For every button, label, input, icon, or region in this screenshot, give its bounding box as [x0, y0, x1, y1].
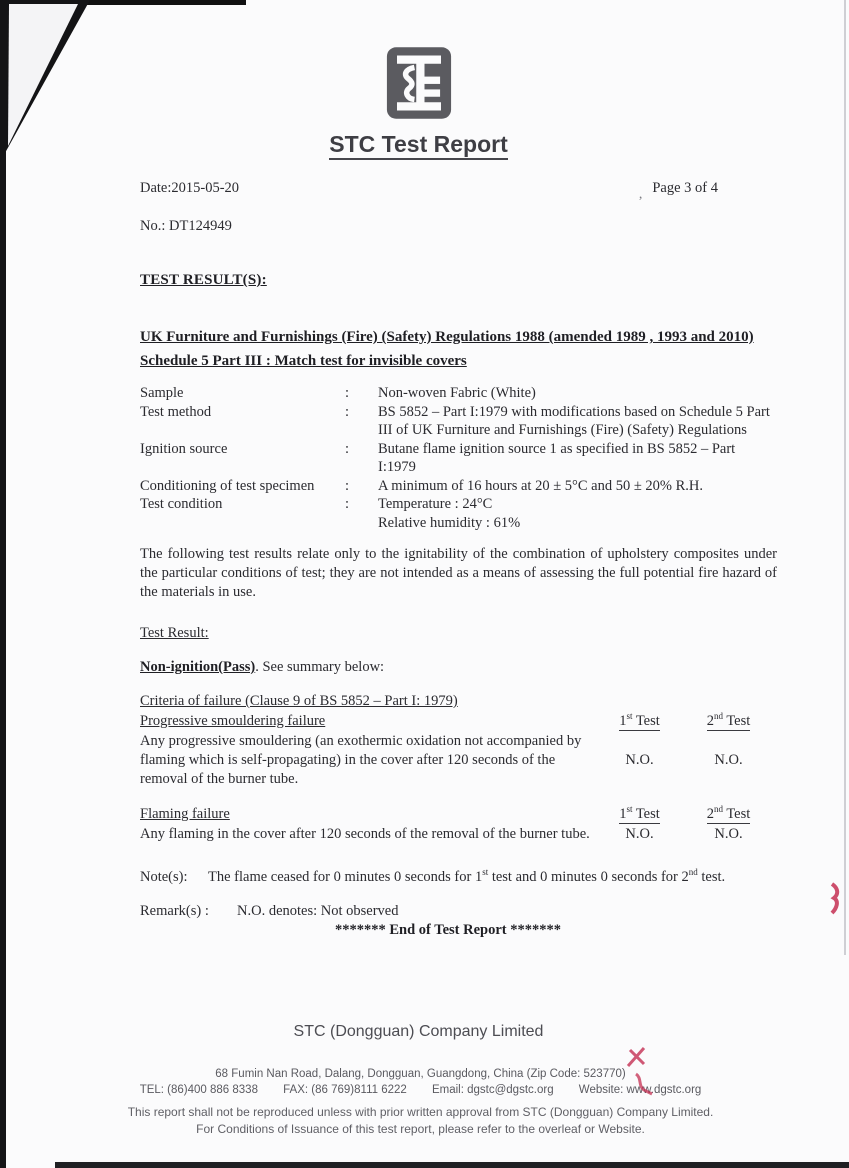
spec-colon: : [345, 496, 350, 512]
criteria-row-header [140, 713, 772, 730]
contact-line [0, 1082, 845, 1098]
spec-label: Ignition source [140, 440, 228, 457]
criteria-description: Any flaming in the cover after 120 seconds of the removal of the burner tube. [140, 826, 590, 842]
footer-disclaimer [0, 1104, 845, 1138]
date-value: Date:2015-05-20 [140, 180, 240, 196]
spec-value [378, 495, 772, 532]
page-indicator [638, 180, 718, 202]
spec-value: A minimum of 16 hours at 20 ± 5°C and 50 ± 20% R.H. [378, 477, 703, 494]
page-corner-fold [0, 0, 96, 166]
disclaimer-line2: For Conditions of Issuance of this test report, please refer to the overleaf or Website. [196, 1122, 645, 1136]
spec-colon: : [345, 440, 350, 457]
spec-value-line: Relative humidity : 61% [378, 514, 521, 531]
first-test-result: N.O. [625, 752, 654, 768]
test-results-heading: TEST RESULT(S): [140, 272, 267, 288]
page-number: Page 3 of 4 [652, 180, 718, 196]
scan-edge-bottom [55, 1162, 849, 1168]
test-result-heading: Test Result: [140, 625, 209, 641]
spec-row-test-condition [140, 495, 772, 532]
result-value: Non-ignition(Pass) [140, 659, 256, 675]
criteria-heading: Criteria of failure (Clause 9 of BS 5852 – Part I: 1979) [140, 693, 458, 709]
second-test-result: N.O. [714, 826, 743, 842]
notes-label: Note(s): [140, 869, 188, 885]
spec-colon: : [345, 477, 350, 494]
remark-label: Remark(s) : [140, 903, 209, 919]
test-result-line [140, 659, 772, 676]
end-of-report-line: ******* End of Test Report ******* [335, 922, 561, 938]
spec-value-line: Temperature : 24°C [378, 496, 493, 512]
spec-label: Sample [140, 385, 184, 401]
red-ink-mark [826, 882, 844, 916]
scan-edge-left [0, 0, 6, 1168]
notes-text: The flame ceased for 0 minutes 0 seconds for 1st test and 0 minutes 0 seconds for 2nd test. [208, 867, 726, 885]
logo-band [0, 0, 843, 125]
red-ink-scribble [622, 1044, 656, 1102]
regulation-line2: Schedule 5 Part III : Match test for invisible covers [140, 353, 467, 369]
stc-logo-icon [386, 46, 452, 120]
spec-value: Non-woven Fabric (White) [378, 385, 536, 401]
spec-row-conditioning [140, 477, 772, 496]
spec-row-ignition-source [140, 440, 772, 477]
criteria-description: Any progressive smouldering (an exothermic oxidation not accompanied by flaming which is self-propagating) in the cover after 120 seconds of the removal of the burner tube. [140, 733, 582, 787]
remark-text: N.O. denotes: Not observed [237, 903, 399, 919]
remark-row [140, 903, 772, 920]
criteria-row-title: Progressive smouldering failure [140, 713, 326, 729]
notes-row [140, 869, 772, 886]
website-value: Website: www.dgstc.org [578, 1084, 702, 1096]
spec-label: Conditioning of test specimen [140, 477, 315, 494]
tel-value: TEL: (86)400 886 8338 [139, 1084, 258, 1096]
report-title [0, 131, 843, 158]
spec-label: Test method [140, 403, 212, 420]
report-title-text: STC Test Report [329, 131, 507, 160]
scope-paragraph: The following test results relate only to the ignitability of the combination of upholstery composites under the particular conditions of test; they are not intended as a means of assessing the full potential fire hazard of the materials in use. [140, 546, 777, 600]
disclaimer-line1: This report shall not be reproduced unless with prior written approval from STC (Dongguan) Company Limited. [127, 1105, 714, 1119]
first-test-result: N.O. [625, 826, 654, 842]
criteria-row-body [140, 825, 772, 844]
column-header-second-test: 2nd Test [706, 804, 751, 822]
email-value: Email: dgstc@dgstc.org [431, 1084, 554, 1096]
spec-row-sample [140, 384, 772, 403]
spec-row-test-method [140, 403, 772, 440]
stray-ink-mark: , [638, 187, 643, 202]
result-suffix: . See summary below: [255, 659, 385, 675]
column-header-second-test: 2nd Test [706, 711, 751, 729]
second-test-result: N.O. [714, 752, 743, 768]
criteria-row-title: Flaming failure [140, 806, 230, 822]
spec-value: Butane flame ignition source 1 as specified in BS 5852 – Part I:1979 [378, 440, 736, 475]
criteria-row-body [140, 732, 772, 789]
spec-value: BS 5852 – Part I:1979 with modifications based on Schedule 5 Part III of UK Furniture and Furnishings (Fire) (Safety) Regulations [378, 403, 770, 438]
spec-colon: : [345, 385, 350, 401]
scan-edge-right [844, 0, 846, 955]
meta-row [140, 180, 772, 202]
footer-contact-block [0, 1066, 845, 1098]
criteria-row-flaming [140, 806, 772, 844]
regulation-heading [140, 325, 772, 373]
spec-label: Test condition [140, 496, 223, 512]
spec-table [140, 384, 772, 532]
company-name: STC (Dongguan) Company Limited [293, 1023, 544, 1040]
column-header-first-test: 1st Test [619, 804, 660, 822]
fax-value: FAX: (86 769)8111 6222 [283, 1084, 407, 1096]
report-number: No.: DT124949 [140, 218, 232, 234]
criteria-row-smouldering [140, 713, 772, 789]
criteria-row-header [140, 806, 772, 823]
spec-colon: : [345, 403, 350, 420]
column-header-first-test: 1st Test [619, 711, 660, 729]
regulation-line1: UK Furniture and Furnishings (Fire) (Safety) Regulations 1988 (amended 1989 , 1993 and 2010) [140, 329, 754, 345]
company-address: 68 Fumin Nan Road, Dalang, Dongguan, Guangdong, China (Zip Code: 523770) [215, 1068, 626, 1080]
